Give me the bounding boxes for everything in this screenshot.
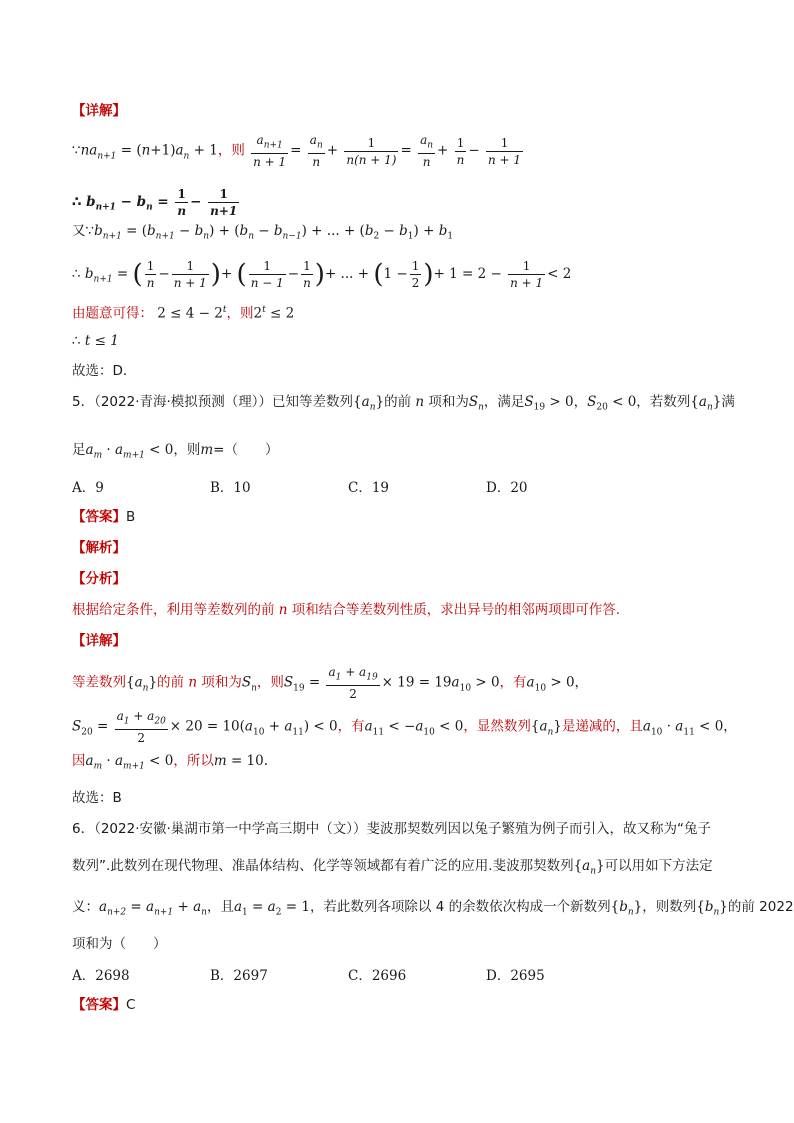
q5-option-a[interactable]: A．9 bbox=[72, 480, 104, 496]
q5-analysis-b: 项和结合等差数列性质，求出异号的相邻两项即可作答. bbox=[291, 602, 621, 618]
q6-line3-d: ，则数列 bbox=[642, 899, 697, 915]
label-detail: 【详解】 bbox=[72, 103, 126, 119]
q6-option-b[interactable]: B．2697 bbox=[210, 968, 268, 984]
q6-option-a[interactable]: A．2698 bbox=[72, 968, 130, 984]
q5-stem-e: ，若数列 bbox=[636, 394, 691, 410]
q6-stem-line-1: 6．（2022·安徽·巢湖市第一中学高三期中（文））斐波那契数列因以兔子繁殖为例子而引入，故又称为“兔子 bbox=[72, 821, 712, 837]
sol4-choose: 故选：D． bbox=[72, 363, 137, 379]
q6-line3-c: ，若此数列各项除以 4 的余数依次构成一个新数列 bbox=[309, 899, 611, 915]
q5-option-c[interactable]: C．19 bbox=[348, 480, 390, 496]
sol4-line-2: ∴ $b_{n+1} - b_n$ = $\frac{1}{n}$ − $\frac{1}{n+1}$ bbox=[72, 187, 238, 218]
sol4-line-1: $\because na_{n+1} = (n+1)a_n + 1$，则 $\frac{a_{n+1}}{n + 1}$ = $\frac{a_n}{n}$ + $\frac{1}{n(n + 1)}$ = $\frac{a_n}{n}$ + $\frac{1}{n}$ − $\frac{1}{n + 1}$ bbox=[72, 133, 522, 170]
q5-detail1-e: ，有 bbox=[499, 674, 527, 691]
q5-detail-line-2: $S_{20}$ = $\frac{a_1 + a_{20}}{2}$ × $20 = 10(a_{10} + a_{11}) < 0$，有$a_{11} < -a_{10} < 0$，显然数列$\{a_n\}$是递减的，且$a_{10} \cdot a_{11} < 0$， bbox=[72, 709, 737, 746]
q5-detail1-a: 等差数列 bbox=[72, 674, 126, 691]
q6-option-d[interactable]: D．2695 bbox=[486, 968, 545, 984]
q6-line3-e: 的前 2022 bbox=[727, 899, 794, 915]
q6-line3-b: ，且 bbox=[206, 899, 234, 915]
q5-stem-a: 5．（2022·青海·模拟预测（理））已知等差数列 bbox=[72, 394, 354, 410]
conclusion-text: t ≤ 1 bbox=[84, 333, 119, 349]
since-symbol: ∵ bbox=[72, 142, 81, 159]
q5-stem-f: 满 bbox=[721, 394, 735, 410]
q5-detail-line-1: 等差数列$\{a_n\}$的前 n 项和为$S_n$，则$S_{19}$ = $\frac{a_1 + a_{19}}{2}$ × $19 = 19a_{10} > 0$，有$a_{10} > 0$， bbox=[72, 665, 589, 702]
q5-stem-c: 项和为 bbox=[428, 394, 469, 410]
q5-detail2-b: ，显然数列 bbox=[463, 718, 531, 735]
q5-line2-c: =（ ） bbox=[213, 442, 279, 458]
q5-fenxi-label bbox=[72, 569, 126, 589]
therefore-symbol: ∴ bbox=[72, 194, 82, 210]
q6-line3-a: 义： bbox=[72, 899, 99, 915]
q5-line2-a: 足 bbox=[72, 442, 86, 458]
q5-analysis-a: 根据给定条件，利用等差数列的前 bbox=[72, 602, 275, 618]
q5-detail1-d: ，则 bbox=[256, 674, 284, 691]
q5-option-d[interactable]: D．20 bbox=[486, 480, 528, 496]
q5-jiexi-label bbox=[72, 538, 126, 558]
sol4-line-3: 又$\because b_{n+1} = (b_{n+1} - b_n) + (b_n - b_{n-1})$ + ... + $(b_2 - b_1) + b_1$ bbox=[72, 223, 454, 242]
q6-answer-line bbox=[72, 995, 135, 1015]
q6-stem-line-2: 数列”.此数列在现代物理、准晶体结构、化学等领域都有着广泛的应用.斐波那契数列$\{a_n\}$可以用如下方法定 bbox=[72, 858, 713, 877]
q5-detail-label bbox=[72, 631, 126, 651]
q6-line2-a: 数列”.此数列在现代物理、准晶体结构、化学等领域都有着广泛的应用.斐波那契数列 bbox=[72, 858, 574, 874]
sol4-line-4: ∴ $b_{n+1}$ = ( $\frac{1}{n}$ − $\frac{1}{n + 1}$ )+ ( $\frac{1}{n - 1}$ − $\frac{1}{n}$ )+ ... + (1 − $\frac{1}{2}$ )+ 1 = 2 − $\frac{1}{n + 1}$ < 2 bbox=[72, 259, 572, 290]
q5-stem-d: ，满足 bbox=[483, 394, 525, 410]
therefore-symbol-2: ∴ bbox=[72, 266, 81, 282]
then-text: ，则 bbox=[217, 142, 245, 159]
label-fenxi: 【分析】 bbox=[72, 571, 126, 587]
from-condition-text: 由题意可得： bbox=[72, 305, 153, 322]
q5-answer-line bbox=[72, 507, 135, 527]
q5-line2-b: ，则 bbox=[173, 442, 201, 458]
label-answer: 【答案】 bbox=[72, 509, 126, 525]
q5-detail1-b: 的前 bbox=[157, 674, 185, 691]
label-jiexi: 【解析】 bbox=[72, 540, 126, 556]
sol4-line-6 bbox=[72, 331, 119, 351]
q5-detail3-a: 因 bbox=[72, 753, 86, 769]
label-answer-2: 【答案】 bbox=[72, 997, 126, 1013]
q5-detail2-c: 是递减的，且 bbox=[561, 718, 643, 735]
q5-detail2-a: ，有 bbox=[337, 718, 365, 735]
q6-stem-line-4: 项和为（ ） bbox=[72, 936, 167, 952]
q5-analysis-text: 根据给定条件，利用等差数列的前 n 项和结合等差数列性质，求出异号的相邻两项即可作答. bbox=[72, 602, 621, 618]
q5-detail3-b: ，所以 bbox=[173, 753, 214, 769]
also-text: 又∵ bbox=[72, 223, 95, 239]
q5-stem-line-2: 足$a_m \cdot a_{m+1} < 0$，则m=（ ） bbox=[72, 442, 279, 461]
q5-stem-b: 的前 bbox=[384, 394, 412, 410]
q6-option-c[interactable]: C．2696 bbox=[348, 968, 407, 984]
q5-detail1-c: 项和为 bbox=[201, 674, 242, 691]
therefore-symbol-3: ∴ bbox=[72, 333, 81, 349]
sol4-line-5: 由题意可得： $2 \le 4 - 2^t$，则2$^t$ ≤ 2 bbox=[72, 305, 295, 322]
q5-option-b[interactable]: B．10 bbox=[210, 480, 251, 496]
q6-answer-value: C bbox=[126, 997, 136, 1013]
then-text-2: ，则 bbox=[226, 305, 254, 322]
q6-line2-b: 可以用如下方法定 bbox=[604, 858, 713, 874]
label-detail-2: 【详解】 bbox=[72, 633, 126, 649]
q5-stem-line-1: 5．（2022·青海·模拟预测（理））已知等差数列$\{a_n\}$的前 n 项和为$S_n$，满足$S_{19} > 0$，$S_{20} < 0$，若数列$\{a_n\}$满 bbox=[72, 394, 735, 413]
q6-stem-line-3: 义：$a_{n+2} = a_{n+1} + a_n$，且$a_1 = a_2 = 1$，若此数列各项除以 4 的余数依次构成一个新数列$\{b_n\}$，则数列$\{b_n\}$的前 2022 bbox=[72, 899, 794, 918]
q5-detail-line-3: 因$a_m \cdot a_{m+1} < 0$，所以m = 10. bbox=[72, 753, 269, 772]
q5-choose: 故选：B bbox=[72, 790, 122, 806]
section-label-detail bbox=[72, 101, 126, 121]
q5-answer-value: B bbox=[126, 509, 136, 525]
